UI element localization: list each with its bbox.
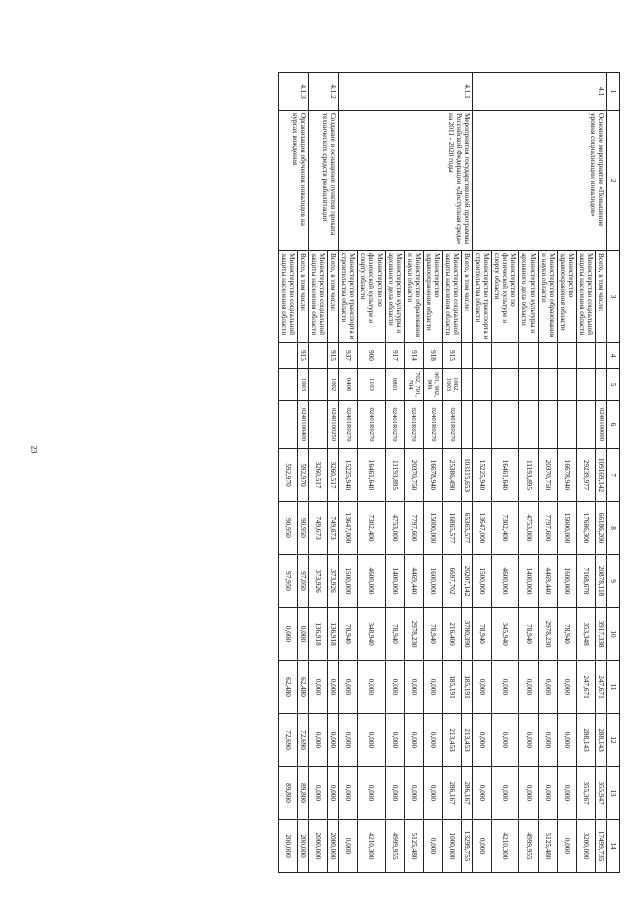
rotated-page (75, 72, 620, 872)
grbs-cell (278, 343, 297, 369)
amount-cell: 749,673 (309, 502, 328, 555)
amount-cell: 16678,940 (557, 449, 576, 502)
csr-cell: 0240100250 (328, 401, 339, 449)
rzpr-cell: 901, 902, 909 (423, 369, 442, 401)
amount-cell: 2000,000 (328, 820, 339, 873)
amount-cell: 0,000 (473, 714, 492, 767)
item-number: 4.1.2 (309, 73, 339, 111)
csr-cell (462, 401, 473, 449)
amount-cell: 6697,702 (442, 555, 461, 608)
amount-cell: 0,000 (404, 714, 423, 767)
grbs-cell (492, 343, 519, 369)
amount-cell: 1400,000 (385, 555, 404, 608)
rzpr-cell: 702, 701, 704 (404, 369, 423, 401)
amount-cell: 20370,750 (404, 449, 423, 502)
grbs-cell (595, 343, 606, 369)
rzpr-cell (538, 369, 557, 401)
amount-cell: 78,940 (557, 608, 576, 661)
amount-cell: 0,000 (328, 714, 339, 767)
amount-cell: 0,000 (423, 767, 442, 820)
amount-cell: 66186,200 (595, 502, 606, 555)
amount-cell: 373,926 (309, 555, 328, 608)
amount-cell: 4753,000 (385, 502, 404, 555)
amount-cell: 4469,440 (538, 555, 557, 608)
column-number-cell: 6 (607, 401, 620, 449)
amount-cell: 16865,577 (442, 502, 461, 555)
rzpr-cell: 1002, 1003 (442, 369, 461, 401)
amount-cell: 11193,895 (385, 449, 404, 502)
amount-cell: 16461,640 (358, 449, 385, 502)
table-row (462, 73, 473, 873)
amount-cell: 78,940 (385, 608, 404, 661)
executor-cell: Министерство здравоохранения области (423, 251, 442, 343)
activity-name: Организация обучения инвалидов на курсах вождения (278, 111, 308, 251)
amount-cell: 7797,600 (538, 502, 557, 555)
amount-cell: 2978,230 (538, 608, 557, 661)
amount-cell: 288,143 (595, 714, 606, 767)
amount-cell: 0,000 (492, 714, 519, 767)
amount-cell: 0,000 (473, 661, 492, 714)
amount-cell: 0,000 (358, 661, 385, 714)
amount-cell: 5125,480 (404, 820, 423, 873)
csr-cell: 02401R0270 (404, 401, 423, 449)
amount-cell: 4600,000 (358, 555, 385, 608)
csr-cell: 02401R0270 (423, 401, 442, 449)
rzpr-cell (473, 369, 492, 401)
amount-cell: 0,000 (328, 767, 339, 820)
amount-cell: 0,000 (404, 767, 423, 820)
amount-cell: 0,000 (339, 661, 358, 714)
amount-cell: 1600,000 (423, 555, 442, 608)
amount-cell: 90,950 (278, 502, 297, 555)
amount-cell: 749,673 (328, 502, 339, 555)
amount-cell: 0,000 (519, 714, 538, 767)
amount-cell: 1500,000 (473, 555, 492, 608)
csr-cell: 02401R0270 (358, 401, 385, 449)
amount-cell: 62,480 (278, 661, 297, 714)
amount-cell: 4210,300 (358, 820, 385, 873)
amount-cell: 216,400 (442, 608, 461, 661)
amount-cell: 3260,517 (328, 449, 339, 502)
grbs-cell: 915 (328, 343, 339, 369)
grbs-cell (557, 343, 576, 369)
amount-cell: 17499,735 (595, 820, 606, 873)
column-number-cell: 5 (607, 369, 620, 401)
amount-cell: 29239,977 (576, 449, 595, 502)
amount-cell: 0,000 (538, 714, 557, 767)
grbs-cell: 915 (298, 343, 309, 369)
amount-cell: 0,000 (519, 767, 538, 820)
executor-cell: Министерство образования и науки области (538, 251, 557, 343)
amount-cell: 15000,000 (423, 502, 442, 555)
amount-cell: 13647,000 (473, 502, 492, 555)
amount-cell: 288,143 (576, 714, 595, 767)
amount-cell: 0,000 (358, 714, 385, 767)
column-number-row (607, 73, 620, 873)
amount-cell: 185,191 (462, 661, 473, 714)
amount-cell: 345,940 (492, 608, 519, 661)
amount-cell: 1600,000 (557, 555, 576, 608)
column-number-cell: 2 (607, 111, 620, 251)
rzpr-cell (309, 369, 328, 401)
executor-cell: Всего, в том числе: (328, 251, 339, 343)
amount-cell: 286,167 (442, 767, 461, 820)
table-body (278, 73, 619, 873)
grbs-cell: 917 (385, 343, 404, 369)
amount-cell: 3260,517 (309, 449, 328, 502)
column-number-cell: 12 (607, 714, 620, 767)
amount-cell: 13299,755 (462, 820, 473, 873)
rzpr-cell (576, 369, 595, 401)
amount-cell: 592,970 (278, 449, 297, 502)
amount-cell: 200,000 (278, 820, 297, 873)
amount-cell: 2000,000 (309, 820, 328, 873)
executor-cell: Министерство по физической культуре и спорту области (492, 251, 519, 343)
amount-cell: 0,000 (473, 820, 492, 873)
executor-cell: Министерство социальной защиты населения области (576, 251, 595, 343)
amount-cell: 4469,440 (404, 555, 423, 608)
amount-cell: 0,000 (423, 661, 442, 714)
column-number-cell: 11 (607, 661, 620, 714)
amount-cell: 4210,300 (492, 820, 519, 873)
rzpr-cell (557, 369, 576, 401)
amount-cell: 89,800 (298, 767, 309, 820)
amount-cell: 0,000 (385, 714, 404, 767)
column-number-cell: 1 (607, 73, 620, 111)
amount-cell: 7302,400 (358, 502, 385, 555)
amount-cell: 25386,490 (442, 449, 461, 502)
executor-cell: Министерство транспорта и строительства области (473, 251, 492, 343)
amount-cell: 0,000 (309, 714, 328, 767)
executor-cell: Министерство по физической культуре и спорту области (358, 251, 385, 343)
amount-cell: 0,000 (328, 661, 339, 714)
grbs-cell: 914 (404, 343, 423, 369)
activity-name: Создание и оснащение пунктов проката технических средств реабилитации (309, 111, 339, 251)
amount-cell: 78,940 (339, 608, 358, 661)
amount-cell: 20878,118 (595, 555, 606, 608)
amount-cell: 72,690 (298, 714, 309, 767)
csr-cell (576, 401, 595, 449)
amount-cell: 247,671 (595, 661, 606, 714)
amount-cell: 3200,000 (576, 820, 595, 873)
csr-cell: 0240100000 (595, 401, 606, 449)
amount-cell: 136,918 (309, 608, 328, 661)
item-number: 4.1.3 (278, 73, 308, 111)
amount-cell: 4753,000 (519, 502, 538, 555)
amount-cell: 3917,338 (595, 608, 606, 661)
rzpr-cell: 1003 (298, 369, 309, 401)
amount-cell: 348,940 (358, 608, 385, 661)
amount-cell: 1400,000 (519, 555, 538, 608)
csr-cell (278, 401, 297, 449)
amount-cell: 4600,000 (492, 555, 519, 608)
csr-cell (492, 401, 519, 449)
csr-cell (309, 401, 328, 449)
column-number-cell: 4 (607, 343, 620, 369)
budget-table (278, 72, 620, 873)
amount-cell: 20370,750 (538, 449, 557, 502)
amount-cell: 247,671 (576, 661, 595, 714)
amount-cell: 7168,678 (576, 555, 595, 608)
column-number-cell: 14 (607, 820, 620, 873)
amount-cell: 0,000 (309, 661, 328, 714)
amount-cell: 4999,955 (385, 820, 404, 873)
amount-cell: 97,050 (298, 555, 309, 608)
amount-cell: 355,947 (595, 767, 606, 820)
amount-cell: 78,940 (473, 608, 492, 661)
amount-cell: 0,000 (339, 820, 358, 873)
amount-cell: 90,950 (298, 502, 309, 555)
amount-cell: 109169,142 (595, 449, 606, 502)
table-row (298, 73, 309, 873)
amount-cell: 592,970 (298, 449, 309, 502)
amount-cell: 17686,300 (576, 502, 595, 555)
amount-cell: 15225,940 (339, 449, 358, 502)
amount-cell: 0,000 (557, 767, 576, 820)
grbs-cell: 918 (423, 343, 442, 369)
amount-cell: 0,000 (492, 767, 519, 820)
amount-cell: 7797,600 (404, 502, 423, 555)
rzpr-cell (278, 369, 297, 401)
amount-cell: 0,000 (298, 608, 309, 661)
grbs-cell (538, 343, 557, 369)
amount-cell: 0,000 (309, 767, 328, 820)
amount-cell: 213,453 (442, 714, 461, 767)
amount-cell: 2978,230 (404, 608, 423, 661)
amount-cell: 103115,653 (462, 449, 473, 502)
column-number-cell: 7 (607, 449, 620, 502)
amount-cell: 0,000 (423, 820, 442, 873)
executor-cell: Министерство образования и науки области (404, 251, 423, 343)
column-number-cell: 10 (607, 608, 620, 661)
amount-cell: 0,000 (385, 661, 404, 714)
amount-cell: 0,000 (385, 767, 404, 820)
amount-cell: 65365,577 (462, 502, 473, 555)
amount-cell: 0,000 (557, 714, 576, 767)
amount-cell: 0,000 (557, 661, 576, 714)
amount-cell: 62,480 (298, 661, 309, 714)
executor-cell: Министерство социальной защиты населения области (309, 251, 328, 343)
grbs-cell (519, 343, 538, 369)
rzpr-cell (595, 369, 606, 401)
table-row (595, 73, 606, 873)
activity-name: Основное мероприятие «Повышение уровня социализации инвалидов» (473, 111, 607, 251)
amount-cell: 1500,000 (339, 555, 358, 608)
amount-cell: 78,940 (423, 608, 442, 661)
rzpr-cell: 0801 (385, 369, 404, 401)
grbs-cell (473, 343, 492, 369)
amount-cell: 5125,480 (538, 820, 557, 873)
amount-cell: 1000,000 (442, 820, 461, 873)
executor-cell: Министерство транспорта и строительства области (339, 251, 358, 343)
rzpr-cell (492, 369, 519, 401)
item-number: 4.1.1 (339, 73, 473, 111)
amount-cell: 89,800 (278, 767, 297, 820)
csr-cell (557, 401, 576, 449)
executor-cell: Всего, в том числе: (462, 251, 473, 343)
executor-cell: Всего, в том числе: (298, 251, 309, 343)
amount-cell: 0,000 (557, 820, 576, 873)
amount-cell: 0,000 (473, 767, 492, 820)
column-number-cell: 3 (607, 251, 620, 343)
amount-cell: 11193,895 (519, 449, 538, 502)
amount-cell: 355,367 (576, 767, 595, 820)
executor-cell: Всего, в том числе: (595, 251, 606, 343)
amount-cell: 16678,940 (423, 449, 442, 502)
amount-cell: 72,690 (278, 714, 297, 767)
amount-cell: 0,000 (339, 714, 358, 767)
grbs-cell: 900 (358, 343, 385, 369)
table-row (328, 73, 339, 873)
csr-cell (473, 401, 492, 449)
amount-cell: 200,000 (298, 820, 309, 873)
amount-cell: 15000,000 (557, 502, 576, 555)
amount-cell: 0,000 (423, 714, 442, 767)
rzpr-cell: 0408 (339, 369, 358, 401)
csr-cell: 02401R0270 (442, 401, 461, 449)
amount-cell: 185,191 (442, 661, 461, 714)
amount-cell: 7302,400 (492, 502, 519, 555)
amount-cell: 13647,000 (339, 502, 358, 555)
column-number-cell: 8 (607, 502, 620, 555)
amount-cell: 0,000 (339, 767, 358, 820)
grbs-cell (576, 343, 595, 369)
csr-cell (519, 401, 538, 449)
amount-cell: 78,940 (519, 608, 538, 661)
item-number: 4.1 (473, 73, 607, 111)
grbs-cell: 937 (339, 343, 358, 369)
amount-cell: 4999,955 (519, 820, 538, 873)
amount-cell: 3780,390 (462, 608, 473, 661)
grbs-cell (462, 343, 473, 369)
executor-cell: Министерство здравоохранения области (557, 251, 576, 343)
activity-name: Мероприятия государственной программы Российской Федерации «Доступная среда» на 2011 - 2020 годы (339, 111, 473, 251)
amount-cell: 0,000 (358, 767, 385, 820)
amount-cell: 0,000 (519, 661, 538, 714)
amount-cell: 0,000 (538, 661, 557, 714)
amount-cell: 0,000 (538, 767, 557, 820)
csr-cell: 02401R0270 (339, 401, 358, 449)
rotated-content (75, 72, 620, 872)
rzpr-cell: 1103 (358, 369, 385, 401)
rzpr-cell (519, 369, 538, 401)
rzpr-cell (462, 369, 473, 401)
column-number-cell: 9 (607, 555, 620, 608)
amount-cell: 353,348 (576, 608, 595, 661)
amount-cell: 16461,640 (492, 449, 519, 502)
amount-cell: 0,000 (278, 608, 297, 661)
csr-cell: 0240100400 (298, 401, 309, 449)
grbs-cell: 915 (442, 343, 461, 369)
rzpr-cell: 1002 (328, 369, 339, 401)
amount-cell: 97,950 (278, 555, 297, 608)
amount-cell: 373,926 (328, 555, 339, 608)
executor-cell: Министерство социальной защиты населения области (278, 251, 297, 343)
page-number: 23 (29, 445, 39, 454)
amount-cell: 286,167 (462, 767, 473, 820)
amount-cell: 0,000 (404, 661, 423, 714)
amount-cell: 0,000 (492, 661, 519, 714)
executor-cell: Министерство социальной защиты населения области (442, 251, 461, 343)
executor-cell: Министерство культуры и архивного дела области (385, 251, 404, 343)
amount-cell: 20207,142 (462, 555, 473, 608)
amount-cell: 15225,940 (473, 449, 492, 502)
amount-cell: 136,918 (328, 608, 339, 661)
amount-cell: 213,453 (462, 714, 473, 767)
executor-cell: Министерство культуры и архивного дела области (519, 251, 538, 343)
grbs-cell (309, 343, 328, 369)
csr-cell: 02401R0270 (385, 401, 404, 449)
csr-cell (538, 401, 557, 449)
column-number-cell: 13 (607, 767, 620, 820)
